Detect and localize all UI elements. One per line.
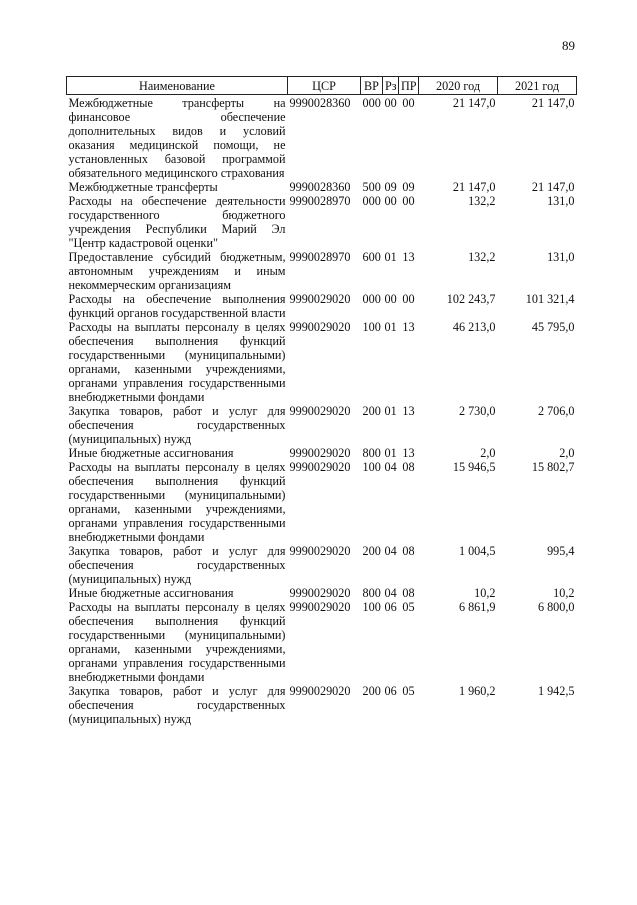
column-header-2020: 2020 год: [419, 77, 498, 95]
row-csr: 9990028970: [289, 194, 351, 208]
row-vr: 000: [362, 194, 381, 208]
row-pr: 08: [402, 460, 415, 474]
row-name: Межбюджетные трансферты: [68, 180, 218, 194]
row-rz: 01: [384, 404, 397, 418]
row-rz: 04: [384, 460, 397, 474]
table-body: [67, 95, 577, 727]
row-value-2021: 15 802,7: [531, 460, 575, 474]
row-pr: 13: [402, 404, 415, 418]
row-vr: 200: [362, 684, 381, 698]
row-pr: 00: [402, 194, 415, 208]
row-value-2021: 6 800,0: [537, 600, 575, 614]
row-csr: 9990028360: [289, 96, 351, 110]
row-rz: 06: [384, 600, 397, 614]
table-row: [67, 180, 577, 194]
row-value-2020: 1 004,5: [458, 544, 496, 558]
row-pr: 05: [402, 684, 415, 698]
row-name: Расходы на выплаты персоналу в целях обеспечения выполнения функций государственными (муниципальными) органами, казенными учреждениями, органами управления государственными внебюджетными фондами: [68, 320, 286, 404]
row-rz: 09: [384, 180, 397, 194]
row-vr: 000: [362, 292, 381, 306]
column-header-name: Наименование: [67, 77, 288, 95]
row-rz: 01: [384, 320, 397, 334]
row-csr: 9990029020: [289, 600, 351, 614]
column-header-vr: ВР: [361, 77, 383, 95]
column-header-pr: ПР: [399, 77, 419, 95]
row-rz: 00: [384, 292, 397, 306]
row-rz: 04: [384, 586, 397, 600]
row-pr: 09: [402, 180, 415, 194]
row-name: Иные бюджетные ассигнования: [68, 586, 234, 600]
row-value-2020: 46 213,0: [452, 320, 496, 334]
row-name: Иные бюджетные ассигнования: [68, 446, 234, 460]
table-row: [67, 96, 577, 180]
row-rz: 00: [384, 194, 397, 208]
column-header-rz: Рз: [383, 77, 399, 95]
row-rz: 06: [384, 684, 397, 698]
table-row: [67, 460, 577, 544]
budget-table: [66, 76, 577, 726]
row-pr: 00: [402, 96, 415, 110]
row-csr: 9990028360: [289, 180, 351, 194]
row-value-2021: 21 147,0: [531, 180, 575, 194]
row-pr: 08: [402, 586, 415, 600]
row-pr: 05: [402, 600, 415, 614]
row-value-2021: 995,4: [547, 544, 575, 558]
row-pr: 08: [402, 544, 415, 558]
row-csr: 9990029020: [289, 544, 351, 558]
row-value-2020: 15 946,5: [452, 460, 496, 474]
row-name: Предоставление субсидий бюджетным, автономным учреждениям и иным некоммерческим организациям: [68, 250, 286, 292]
row-value-2020: 6 861,9: [458, 600, 496, 614]
row-value-2021: 21 147,0: [531, 96, 575, 110]
row-name: Расходы на выплаты персоналу в целях обеспечения выполнения функций государственными (муниципальными) органами, казенными учреждениями, органами управления государственными внебюджетными фондами: [68, 460, 286, 544]
row-csr: 9990029020: [289, 460, 351, 474]
table-header-row: [67, 77, 577, 95]
row-name: Расходы на обеспечение деятельности государственного бюджетного учреждения Республики Марий Эл "Центр кадастровой оценки": [68, 194, 286, 250]
row-vr: 100: [362, 600, 381, 614]
row-csr: 9990029020: [289, 586, 351, 600]
row-value-2021: 10,2: [553, 586, 575, 600]
row-vr: 800: [362, 586, 381, 600]
row-name: Закупка товаров, работ и услуг для обеспечения государственных (муниципальных) нужд: [68, 404, 286, 446]
table-row: [67, 292, 577, 320]
row-csr: 9990029020: [289, 404, 351, 418]
row-name: Закупка товаров, работ и услуг для обеспечения государственных (муниципальных) нужд: [68, 544, 286, 586]
row-csr: 9990028970: [289, 250, 351, 264]
row-csr: 9990029020: [289, 292, 351, 306]
table-row: [67, 544, 577, 586]
row-csr: 9990029020: [289, 320, 351, 334]
table-row: [67, 684, 577, 726]
page-number: 89: [562, 38, 575, 53]
row-value-2020: 132,2: [468, 194, 496, 208]
column-header-csr: ЦСР: [288, 77, 361, 95]
table-row: [67, 320, 577, 404]
row-pr: 13: [402, 320, 415, 334]
row-value-2021: 2 706,0: [537, 404, 575, 418]
row-rz: 01: [384, 250, 397, 264]
row-vr: 600: [362, 250, 381, 264]
row-vr: 200: [362, 404, 381, 418]
row-rz: 00: [384, 96, 397, 110]
table-row: [67, 250, 577, 292]
row-value-2020: 10,2: [474, 586, 496, 600]
row-pr: 13: [402, 250, 415, 264]
row-name: Расходы на обеспечение выполнения функций органов государственной власти: [68, 292, 286, 320]
row-csr: 9990029020: [289, 446, 351, 460]
row-vr: 800: [362, 446, 381, 460]
table-row: [67, 600, 577, 684]
row-value-2020: 1 960,2: [458, 684, 496, 698]
row-csr: 9990029020: [289, 684, 351, 698]
row-value-2021: 45 795,0: [531, 320, 575, 334]
row-vr: 500: [362, 180, 381, 194]
row-value-2020: 132,2: [468, 250, 496, 264]
row-rz: 01: [384, 446, 397, 460]
row-vr: 000: [362, 96, 381, 110]
row-value-2020: 21 147,0: [452, 96, 496, 110]
row-pr: 00: [402, 292, 415, 306]
row-value-2020: 2,0: [480, 446, 496, 460]
row-name: Расходы на выплаты персоналу в целях обеспечения выполнения функций государственными (муниципальными) органами, казенными учреждениями, органами управления государственными внебюджетными фондами: [68, 600, 286, 684]
row-value-2020: 2 730,0: [458, 404, 496, 418]
row-value-2021: 1 942,5: [537, 684, 575, 698]
row-value-2020: 102 243,7: [446, 292, 496, 306]
row-vr: 200: [362, 544, 381, 558]
table-row: [67, 586, 577, 600]
table-row: [67, 194, 577, 250]
row-name: Межбюджетные трансферты на финансовое обеспечение дополнительных видов и условий оказания медицинской помощи, не установленных базовой программой обязательного медицинского страхования: [68, 96, 286, 180]
row-value-2021: 101 321,4: [525, 292, 575, 306]
row-vr: 100: [362, 320, 381, 334]
row-value-2021: 2,0: [559, 446, 575, 460]
row-rz: 04: [384, 544, 397, 558]
row-value-2020: 21 147,0: [452, 180, 496, 194]
row-name: Закупка товаров, работ и услуг для обеспечения государственных (муниципальных) нужд: [68, 684, 286, 726]
table-row: [67, 446, 577, 460]
column-header-2021: 2021 год: [498, 77, 577, 95]
table-row: [67, 404, 577, 446]
row-value-2021: 131,0: [547, 250, 575, 264]
row-vr: 100: [362, 460, 381, 474]
row-pr: 13: [402, 446, 415, 460]
row-value-2021: 131,0: [547, 194, 575, 208]
